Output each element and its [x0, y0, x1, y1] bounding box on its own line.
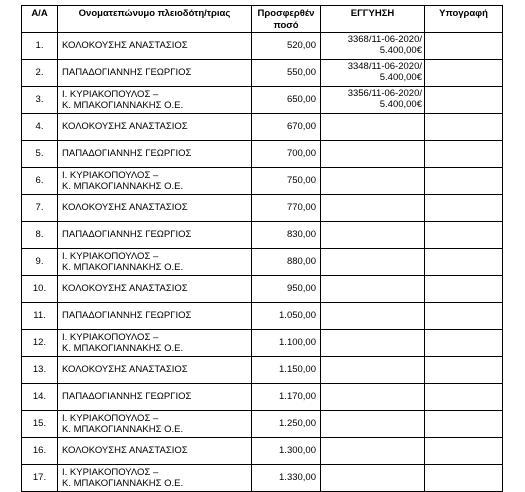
- table-row: [22, 438, 503, 465]
- row-signature: [425, 384, 503, 411]
- row-aa: 9.: [22, 249, 58, 276]
- row-signature: [425, 411, 503, 438]
- row-aa: 5.: [22, 141, 58, 168]
- bidder-name-line1: ΠΑΠΑΔΟΓΙΑΝΝΗΣ ΓΕΩΡΓΙΟΣ: [62, 391, 192, 403]
- guarantee-ref: 3356/11-06-2020/: [347, 88, 422, 99]
- row-bidder-name: [58, 411, 252, 438]
- bidder-name-line1: ΠΑΠΑΔΟΓΙΑΝΝΗΣ ΓΕΩΡΓΙΟΣ: [62, 67, 192, 79]
- row-signature: [425, 465, 503, 492]
- row-aa: 15.: [22, 411, 58, 438]
- header-amount-line2: ποσό: [273, 20, 299, 31]
- row-signature: [425, 330, 503, 357]
- row-signature: [425, 303, 503, 330]
- row-aa: 6.: [22, 168, 58, 195]
- row-bidder-name: [58, 60, 252, 87]
- table-row: [22, 60, 503, 87]
- bidder-name-line1: ΠΑΠΑΔΟΓΙΑΝΝΗΣ ΓΕΩΡΓΙΟΣ: [62, 229, 192, 241]
- header-amount: [252, 6, 321, 33]
- table-row: [22, 222, 503, 249]
- bidder-name-line2: Κ. ΜΠΑΚΟΓΙΑΝΝΑΚΗΣ Ο.Ε.: [62, 478, 184, 489]
- guarantee-ref: 3368/11-06-2020/: [347, 34, 422, 45]
- bidder-name-line1: Ι. ΚΥΡΙΑΚΟΠΟΥΛΟΣ –: [62, 412, 159, 424]
- table-row: [22, 384, 503, 411]
- row-aa: 8.: [22, 222, 58, 249]
- row-amount: 550,00: [252, 60, 321, 87]
- bid-document: [21, 5, 503, 492]
- bidder-name-line1: Ι. ΚΥΡΙΑΚΟΠΟΥΛΟΣ –: [62, 466, 159, 478]
- table-row: [22, 357, 503, 384]
- table-row: [22, 87, 503, 114]
- row-bidder-name: [58, 357, 252, 384]
- row-signature: [425, 195, 503, 222]
- row-amount: 770,00: [252, 195, 321, 222]
- row-amount: 1.050,00: [252, 303, 321, 330]
- row-bidder-name: [58, 330, 252, 357]
- row-amount: 1.330,00: [252, 465, 321, 492]
- bids-table: [21, 5, 503, 492]
- bidder-name-line1: ΠΑΠΑΔΟΓΙΑΝΝΗΣ ΓΕΩΡΓΙΟΣ: [62, 310, 192, 322]
- row-guarantee: [321, 87, 425, 114]
- bidder-name-line1: ΚΟΛΟΚΟΥΣΗΣ ΑΝΑΣΤΑΣΙΟΣ: [62, 202, 188, 214]
- row-guarantee: [321, 384, 425, 411]
- table-row: [22, 303, 503, 330]
- row-aa: 2.: [22, 60, 58, 87]
- row-amount: 880,00: [252, 249, 321, 276]
- row-amount: 670,00: [252, 114, 321, 141]
- row-guarantee: [321, 357, 425, 384]
- row-guarantee: [321, 411, 425, 438]
- row-bidder-name: [58, 87, 252, 114]
- row-guarantee: [321, 114, 425, 141]
- row-guarantee: [321, 222, 425, 249]
- row-guarantee: [321, 276, 425, 303]
- bidder-name-line1: ΚΟΛΟΚΟΥΣΗΣ ΑΝΑΣΤΑΣΙΟΣ: [62, 283, 188, 295]
- bidder-name-line1: ΚΟΛΟΚΟΥΣΗΣ ΑΝΑΣΤΑΣΙΟΣ: [62, 445, 188, 457]
- row-amount: 1.300,00: [252, 438, 321, 465]
- row-amount: 750,00: [252, 168, 321, 195]
- table-row: [22, 330, 503, 357]
- row-bidder-name: [58, 465, 252, 492]
- bidder-name-line1: Ι. ΚΥΡΙΑΚΟΠΟΥΛΟΣ –: [62, 169, 159, 181]
- row-guarantee: [321, 168, 425, 195]
- bidder-name-line1: ΠΑΠΑΔΟΓΙΑΝΝΗΣ ΓΕΩΡΓΙΟΣ: [62, 148, 192, 160]
- row-aa: 4.: [22, 114, 58, 141]
- guarantee-amount: 5.400,00€: [379, 99, 422, 110]
- row-bidder-name: [58, 114, 252, 141]
- row-aa: 14.: [22, 384, 58, 411]
- row-amount: 1.150,00: [252, 357, 321, 384]
- row-aa: 10.: [22, 276, 58, 303]
- row-guarantee: [321, 438, 425, 465]
- row-bidder-name: [58, 276, 252, 303]
- table-row: [22, 33, 503, 60]
- row-guarantee: [321, 195, 425, 222]
- row-signature: [425, 141, 503, 168]
- row-signature: [425, 168, 503, 195]
- row-bidder-name: [58, 249, 252, 276]
- row-aa: 7.: [22, 195, 58, 222]
- row-amount: 520,00: [252, 33, 321, 60]
- row-aa: 12.: [22, 330, 58, 357]
- table-body: [22, 33, 503, 492]
- row-guarantee: [321, 60, 425, 87]
- table-header-row: [22, 6, 503, 33]
- table-row: [22, 114, 503, 141]
- table-row: [22, 195, 503, 222]
- row-guarantee: [321, 330, 425, 357]
- bidder-name-line1: Ι. ΚΥΡΙΑΚΟΠΟΥΛΟΣ –: [62, 88, 159, 100]
- row-aa: 11.: [22, 303, 58, 330]
- row-amount: 700,00: [252, 141, 321, 168]
- header-guarantee: ΕΓΓΥΗΣΗ: [321, 6, 425, 33]
- table-row: [22, 249, 503, 276]
- row-bidder-name: [58, 168, 252, 195]
- row-signature: [425, 276, 503, 303]
- row-amount: 1.250,00: [252, 411, 321, 438]
- row-guarantee: [321, 303, 425, 330]
- row-bidder-name: [58, 195, 252, 222]
- row-amount: 1.100,00: [252, 330, 321, 357]
- bidder-name-line2: Κ. ΜΠΑΚΟΓΙΑΝΝΑΚΗΣ Ο.Ε.: [62, 181, 184, 192]
- guarantee-ref: 3348/11-06-2020/: [347, 61, 422, 72]
- row-signature: [425, 60, 503, 87]
- table-row: [22, 276, 503, 303]
- row-aa: 3.: [22, 87, 58, 114]
- bidder-name-line1: ΚΟΛΟΚΟΥΣΗΣ ΑΝΑΣΤΑΣΙΟΣ: [62, 40, 188, 52]
- table-row: [22, 141, 503, 168]
- row-guarantee: [321, 33, 425, 60]
- row-aa: 13.: [22, 357, 58, 384]
- row-signature: [425, 222, 503, 249]
- row-signature: [425, 249, 503, 276]
- row-amount: 1.170,00: [252, 384, 321, 411]
- bidder-name-line1: ΚΟΛΟΚΟΥΣΗΣ ΑΝΑΣΤΑΣΙΟΣ: [62, 121, 188, 133]
- row-bidder-name: [58, 438, 252, 465]
- bidder-name-line2: Κ. ΜΠΑΚΟΓΙΑΝΝΑΚΗΣ Ο.Ε.: [62, 424, 184, 435]
- guarantee-amount: 5.400,00€: [379, 72, 422, 83]
- bidder-name-line2: Κ. ΜΠΑΚΟΓΙΑΝΝΑΚΗΣ Ο.Ε.: [62, 100, 184, 111]
- row-bidder-name: [58, 303, 252, 330]
- row-amount: 830,00: [252, 222, 321, 249]
- row-bidder-name: [58, 384, 252, 411]
- header-amount-line1: Προσφερθέν: [257, 8, 315, 19]
- row-aa: 16.: [22, 438, 58, 465]
- table-row: [22, 168, 503, 195]
- header-signature: Υπογραφή: [425, 6, 503, 33]
- header-aa: Α/Α: [22, 6, 58, 33]
- row-signature: [425, 357, 503, 384]
- row-guarantee: [321, 141, 425, 168]
- table-row: [22, 465, 503, 492]
- row-amount: 650,00: [252, 87, 321, 114]
- bidder-name-line1: Ι. ΚΥΡΙΑΚΟΠΟΥΛΟΣ –: [62, 331, 159, 343]
- row-signature: [425, 438, 503, 465]
- row-aa: 17.: [22, 465, 58, 492]
- row-bidder-name: [58, 141, 252, 168]
- row-bidder-name: [58, 222, 252, 249]
- bidder-name-line2: Κ. ΜΠΑΚΟΓΙΑΝΝΑΚΗΣ Ο.Ε.: [62, 262, 184, 273]
- row-bidder-name: [58, 33, 252, 60]
- header-name: Ονοματεπώνυμο πλειοδότη/τριας: [58, 6, 252, 33]
- row-guarantee: [321, 249, 425, 276]
- row-aa: 1.: [22, 33, 58, 60]
- bidder-name-line1: Ι. ΚΥΡΙΑΚΟΠΟΥΛΟΣ –: [62, 250, 159, 262]
- bidder-name-line1: ΚΟΛΟΚΟΥΣΗΣ ΑΝΑΣΤΑΣΙΟΣ: [62, 364, 188, 376]
- row-guarantee: [321, 465, 425, 492]
- row-signature: [425, 87, 503, 114]
- bidder-name-line2: Κ. ΜΠΑΚΟΓΙΑΝΝΑΚΗΣ Ο.Ε.: [62, 343, 184, 354]
- row-signature: [425, 33, 503, 60]
- guarantee-amount: 5.400,00€: [379, 45, 422, 56]
- row-signature: [425, 114, 503, 141]
- row-amount: 950,00: [252, 276, 321, 303]
- table-row: [22, 411, 503, 438]
